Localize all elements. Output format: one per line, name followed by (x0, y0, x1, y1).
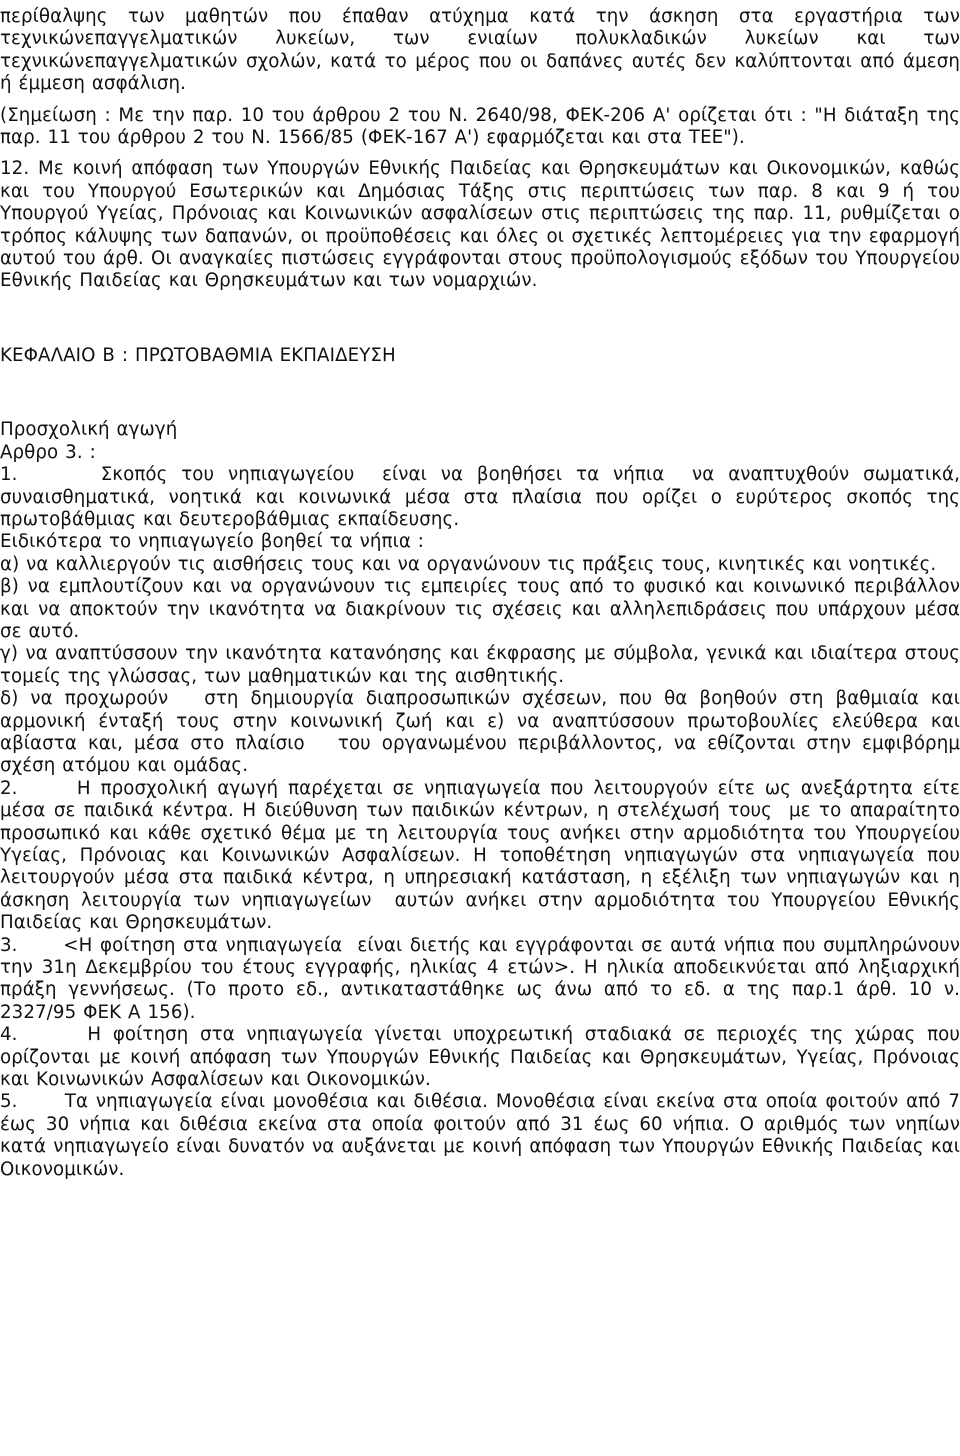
list-item-d: δ) να προχωρούν στη δημιουργία διαπροσωπικών σχέσεων, που θα βοηθούν στη βαθμιαία και αρμονική ένταξή τους στην κοινωνική ζωή και ε) να αναπτύσσουν πρωτοβουλίες ελεύθερα και αβίαστα και, μέσα στο πλαίσιο του οργανωμένου περιβάλλοντος, να εθίζονται στην εμφιβόρημ σχέση ατόμου και ομάδας. (0, 688, 960, 777)
list-item-a: α) να καλλιεργούν τις αισθήσεις τους και να οργανώνουν τις πράξεις τους, κινητικές και νοητικές. (0, 553, 937, 575)
paragraph-12: 12. Με κοινή απόφαση των Υπουργών Εθνικής Παιδείας και Θρησκευμάτων και Οικονομικών, καθώς και του Υπουργού Εσωτερικών και Δημόσιας Τάξης στις περιπτώσεις των παρ. 8 και 9 ή του Υπουργού Υγείας, Πρόνοιας και Κοινωνικών ασφαλίσεων στις περιπτώσεις της παρ. 11, ρυθμίζεται ο τρόπος κάλυψης των δαπανών, οι προϋποθέσεις και όλες οι σχετικές λεπτομέρειες για την εφαρμογή αυτού του άρθ. Οι αναγκαίες πιστώσεις εγγράφονται στους προϋπολογισμούς εξόδων του Υπουργείου Εθνικής Παιδείας και Θρησκευμάτων και των νομαρχιών. (0, 158, 960, 292)
article-paragraph-1-intro: Ειδικότερα το νηπιαγωγείο βοηθεί τα νήπια : (0, 531, 425, 553)
section-title: Προσχολική αγωγή (0, 419, 178, 441)
intro-paragraph: περίθαλψης των μαθητών που έπαθαν ατύχημα κατά την άσκηση στα εργαστήρια των τεχνικώνεπαγγελματικών λυκείων, των ενιαίων πολυκλαδικών λυκείων και των τεχνικώνεπαγγελματικών σχολών, κατά το μέρος που οι δαπάνες αυτές δεν καλύπτονται από άμεση ή έμμεση ασφάλιση. (0, 6, 960, 95)
article-paragraph-3: 3. <Η φοίτηση στα νηπιαγωγεία είναι διετής και εγγράφονται σε αυτά νήπια που συμπληρώνουν την 31η Δεκεμβρίου του έτους εγγραφής, ηλικίας 4 ετών>. Η ηλικία αποδεικνύεται από ληξιαρχική πράξη γεννήσεως. (Το προτο εδ., αντικαταστάθηκε ως άνω από το εδ. α της παρ.1 άρθ. 10 ν. 2327/95 ΦΕΚ Α 156). (0, 934, 960, 1023)
article-paragraph-2: 2. Η προσχολική αγωγή παρέχεται σε νηπιαγωγεία που λειτουργούν είτε ως ανεξάρτητα είτε μέσα σε παιδικά κέντρα. Η διεύθυνση των παιδικών κέντρων, η στελέχωσή τους με το απαραίτητο προσωπικό και κάθε σχετικό θέμα με τη λειτουργία τους ανήκει στην αρμοδιότητα του Υπουργείου Υγείας, Πρόνοιας και Κοινωνικών Ασφαλίσεων. Η τοποθέτηση νηπιαγωγών στα νηπιαγωγεία που λειτουργούν μέσα στα παιδικά κέντρα, η υπηρεσιακή κατάσταση, η εξέλιξη των νηπιαγωγών και η άσκηση λειτουργία των νηπιαγωγείων αυτών ανήκει στην αρμοδιότητα του Υπουργείου Εθνικής Παιδείας και Θρησκευμάτων. (0, 777, 960, 934)
list-item-b: β) να εμπλουτίζουν και να οργανώνουν τις εμπειρίες τους από το φυσικό και κοινωνικό περιβάλλον και να αποκτούν την ικανότητα να διακρίνουν τις σχέσεις και αλληλεπιδράσεις που υπάρχουν μέσα σε αυτό. (0, 576, 960, 642)
list-item-c: γ) να αναπτύσσουν την ικανότητα κατανόησης και έκφρασης με σύμβολα, γενικά και ιδιαίτερα στους τομείς της γλώσσας, των μαθηματικών και της αισθητικής. (0, 643, 960, 687)
article-title: Αρθρο 3. : (0, 441, 96, 463)
article-paragraph-5: 5. Τα νηπιαγωγεία είναι μονοθέσια και διθέσια. Μονοθέσια είναι εκείνα στα οποία φοιτούν από 7 έως 30 νήπια και διθέσια εκείνα στα οποία φοιτούν από 31 έως 60 νήπια. Ο αριθμός των νηπίων κατά νηπιαγωγείο είναι δυνατόν να αυξάνεται με κοινή απόφαση των Υπουργών Εθνικής Παιδείας και Οικονομικών. (0, 1091, 960, 1180)
note-paragraph: (Σημείωση : Με την παρ. 10 του άρθρου 2 του Ν. 2640/98, ΦΕΚ-206 Α' ορίζεται ότι : "Η διάταξη της παρ. 11 του άρθρου 2 του Ν. 1566/85 (ΦΕΚ-167 Α') εφαρμόζεται και στα ΤΕΕ"). (0, 104, 960, 149)
chapter-heading: ΚΕΦΑΛΑΙΟ Β : ΠΡΩΤΟΒΑΘΜΙΑ ΕΚΠΑΙΔΕΥΣΗ (0, 344, 396, 366)
article-paragraph-4: 4. Η φοίτηση στα νηπιαγωγεία γίνεται υποχρεωτική σταδιακά σε περιοχές της χώρας που ορίζονται με κοινή απόφαση των Υπουργών Εθνικής Παιδείας και Θρησκευμάτων, Υγείας, Πρόνοιας και Κοινωνικών Ασφαλίσεων και Οικονομικών. (0, 1024, 960, 1091)
article-paragraph-1: 1. Σκοπός του νηπιαγωγείου είναι να βοηθήσει τα νήπια να αναπτυχθούν σωματικά, συναισθηματικά, νοητικά και κοινωνικά μέσα στα πλαίσια που ορίζει ο ευρύτερος σκοπός της πρωτοβάθμιας και δευτεροβάθμιας εκπαίδευσης. (0, 464, 960, 530)
